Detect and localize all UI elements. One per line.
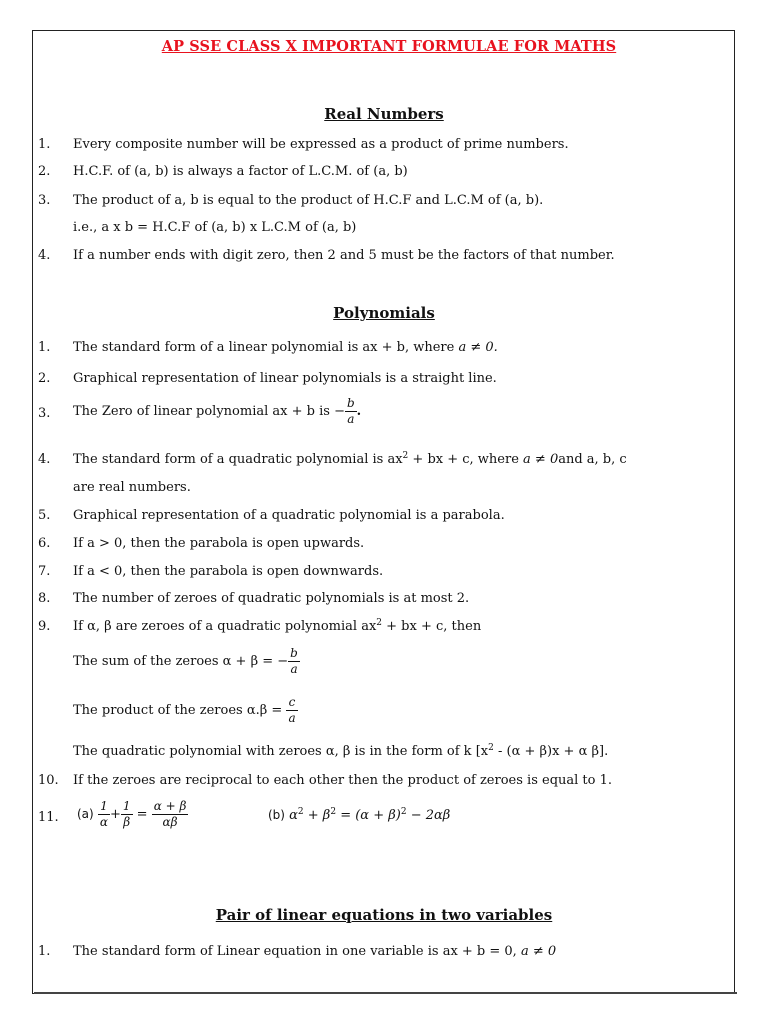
poly-item-2-text: Graphical representation of linear polynomials is a straight line. bbox=[73, 371, 497, 386]
poly-item-4-cont: are real numbers. bbox=[73, 480, 191, 495]
poly-item-6-num: 6. bbox=[38, 536, 51, 551]
rn-item-3-cont: i.e., a x b = H.C.F of (a, b) x L.C.M of (a, b) bbox=[73, 220, 357, 235]
poly-item-2-num: 2. bbox=[38, 371, 51, 386]
poly-item-8-num: 8. bbox=[38, 591, 51, 606]
rn-item-2-text: H.C.F. of (a, b) is always a factor of L.C.M. of (a, b) bbox=[73, 164, 408, 179]
rn-item-3-text: The product of a, b is equal to the product of H.C.F and L.C.M of (a, b). bbox=[73, 193, 544, 208]
rn-item-1-num: 1. bbox=[38, 137, 51, 152]
quadratic-form-line: The quadratic polynomial with zeroes α, β is in the form of k [$x^2 - (\alpha + \beta)x + \alpha$ β]. bbox=[73, 743, 609, 759]
rn-item-1-text: Every composite number will be expressed as a product of prime numbers. bbox=[73, 137, 569, 152]
poly-item-1-num: 1. bbox=[38, 340, 51, 355]
formula-11b: (b) $\alpha^2 + \beta^2 = (\alpha + \beta)^2 - 2\alpha\beta$ bbox=[268, 807, 451, 823]
poly-item-9-num: 9. bbox=[38, 619, 51, 634]
pl-item-1-text: The standard form of Linear equation in one variable is ax + b = 0, a ≠ 0 bbox=[73, 944, 557, 959]
rn-item-4-num: 4. bbox=[38, 248, 51, 263]
heading-polynomials: Polynomials bbox=[333, 304, 435, 322]
poly-item-5-text: Graphical representation of a quadratic polynomial is a parabola. bbox=[73, 508, 505, 523]
poly-item-4-text: The standard form of a quadratic polynomial is $ax^2$ + bx + c, where a ≠ 0and a, b, c bbox=[73, 451, 627, 467]
poly-item-1-text: The standard form of a linear polynomial is ax + b, where a ≠ 0. bbox=[73, 340, 498, 355]
formula-11a: (a) $\frac{1}{\alpha}$ + $\frac{1}{\beta}$ = $\frac{\alpha + \beta}{\alpha\beta}$ bbox=[77, 799, 187, 829]
rn-item-2-num: 2. bbox=[38, 164, 51, 179]
rn-item-3-num: 3. bbox=[38, 193, 51, 208]
sum-of-zeroes: The sum of the zeroes α + β = − $\frac{b}{a}$ bbox=[73, 646, 298, 676]
poly-item-7-num: 7. bbox=[38, 564, 51, 579]
poly-item-5-num: 5. bbox=[38, 508, 51, 523]
poly-item-3-text: The Zero of linear polynomial ax + b is − $\frac{b}{a}$ . bbox=[73, 396, 362, 426]
document-title: AP SSE CLASS X IMPORTANT FORMULAE FOR MATHS bbox=[161, 38, 617, 55]
poly-item-10-num: 10. bbox=[38, 773, 59, 788]
poly-item-11-num: 11. bbox=[38, 810, 59, 825]
poly-item-7-text: If a < 0, then the parabola is open downwards. bbox=[73, 564, 384, 579]
rn-item-4-text: If a number ends with digit zero, then 2 and 5 must be the factors of that number. bbox=[73, 248, 615, 263]
pl-item-1-num: 1. bbox=[38, 944, 51, 959]
product-of-zeroes: The product of the zeroes α.β = $\frac{c}{a}$ bbox=[73, 695, 296, 725]
poly-item-8-text: The number of zeroes of quadratic polynomials is at most 2. bbox=[73, 591, 470, 606]
heading-pair-linear: Pair of linear equations in two variables bbox=[215, 906, 553, 924]
page-border-shadow bbox=[34, 992, 737, 994]
poly-item-9-text: If α, β are zeroes of a quadratic polynomial $ax^2$ + bx + c, then bbox=[73, 618, 482, 634]
poly-item-10-text: If the zeroes are reciprocal to each other then the product of zeroes is equal to 1. bbox=[73, 773, 613, 788]
poly-item-3-num: 3. bbox=[38, 406, 51, 421]
poly-item-4-num: 4. bbox=[38, 452, 51, 467]
poly-item-6-text: If a > 0, then the parabola is open upwards. bbox=[73, 536, 365, 551]
heading-real-numbers: Real Numbers bbox=[324, 105, 444, 123]
